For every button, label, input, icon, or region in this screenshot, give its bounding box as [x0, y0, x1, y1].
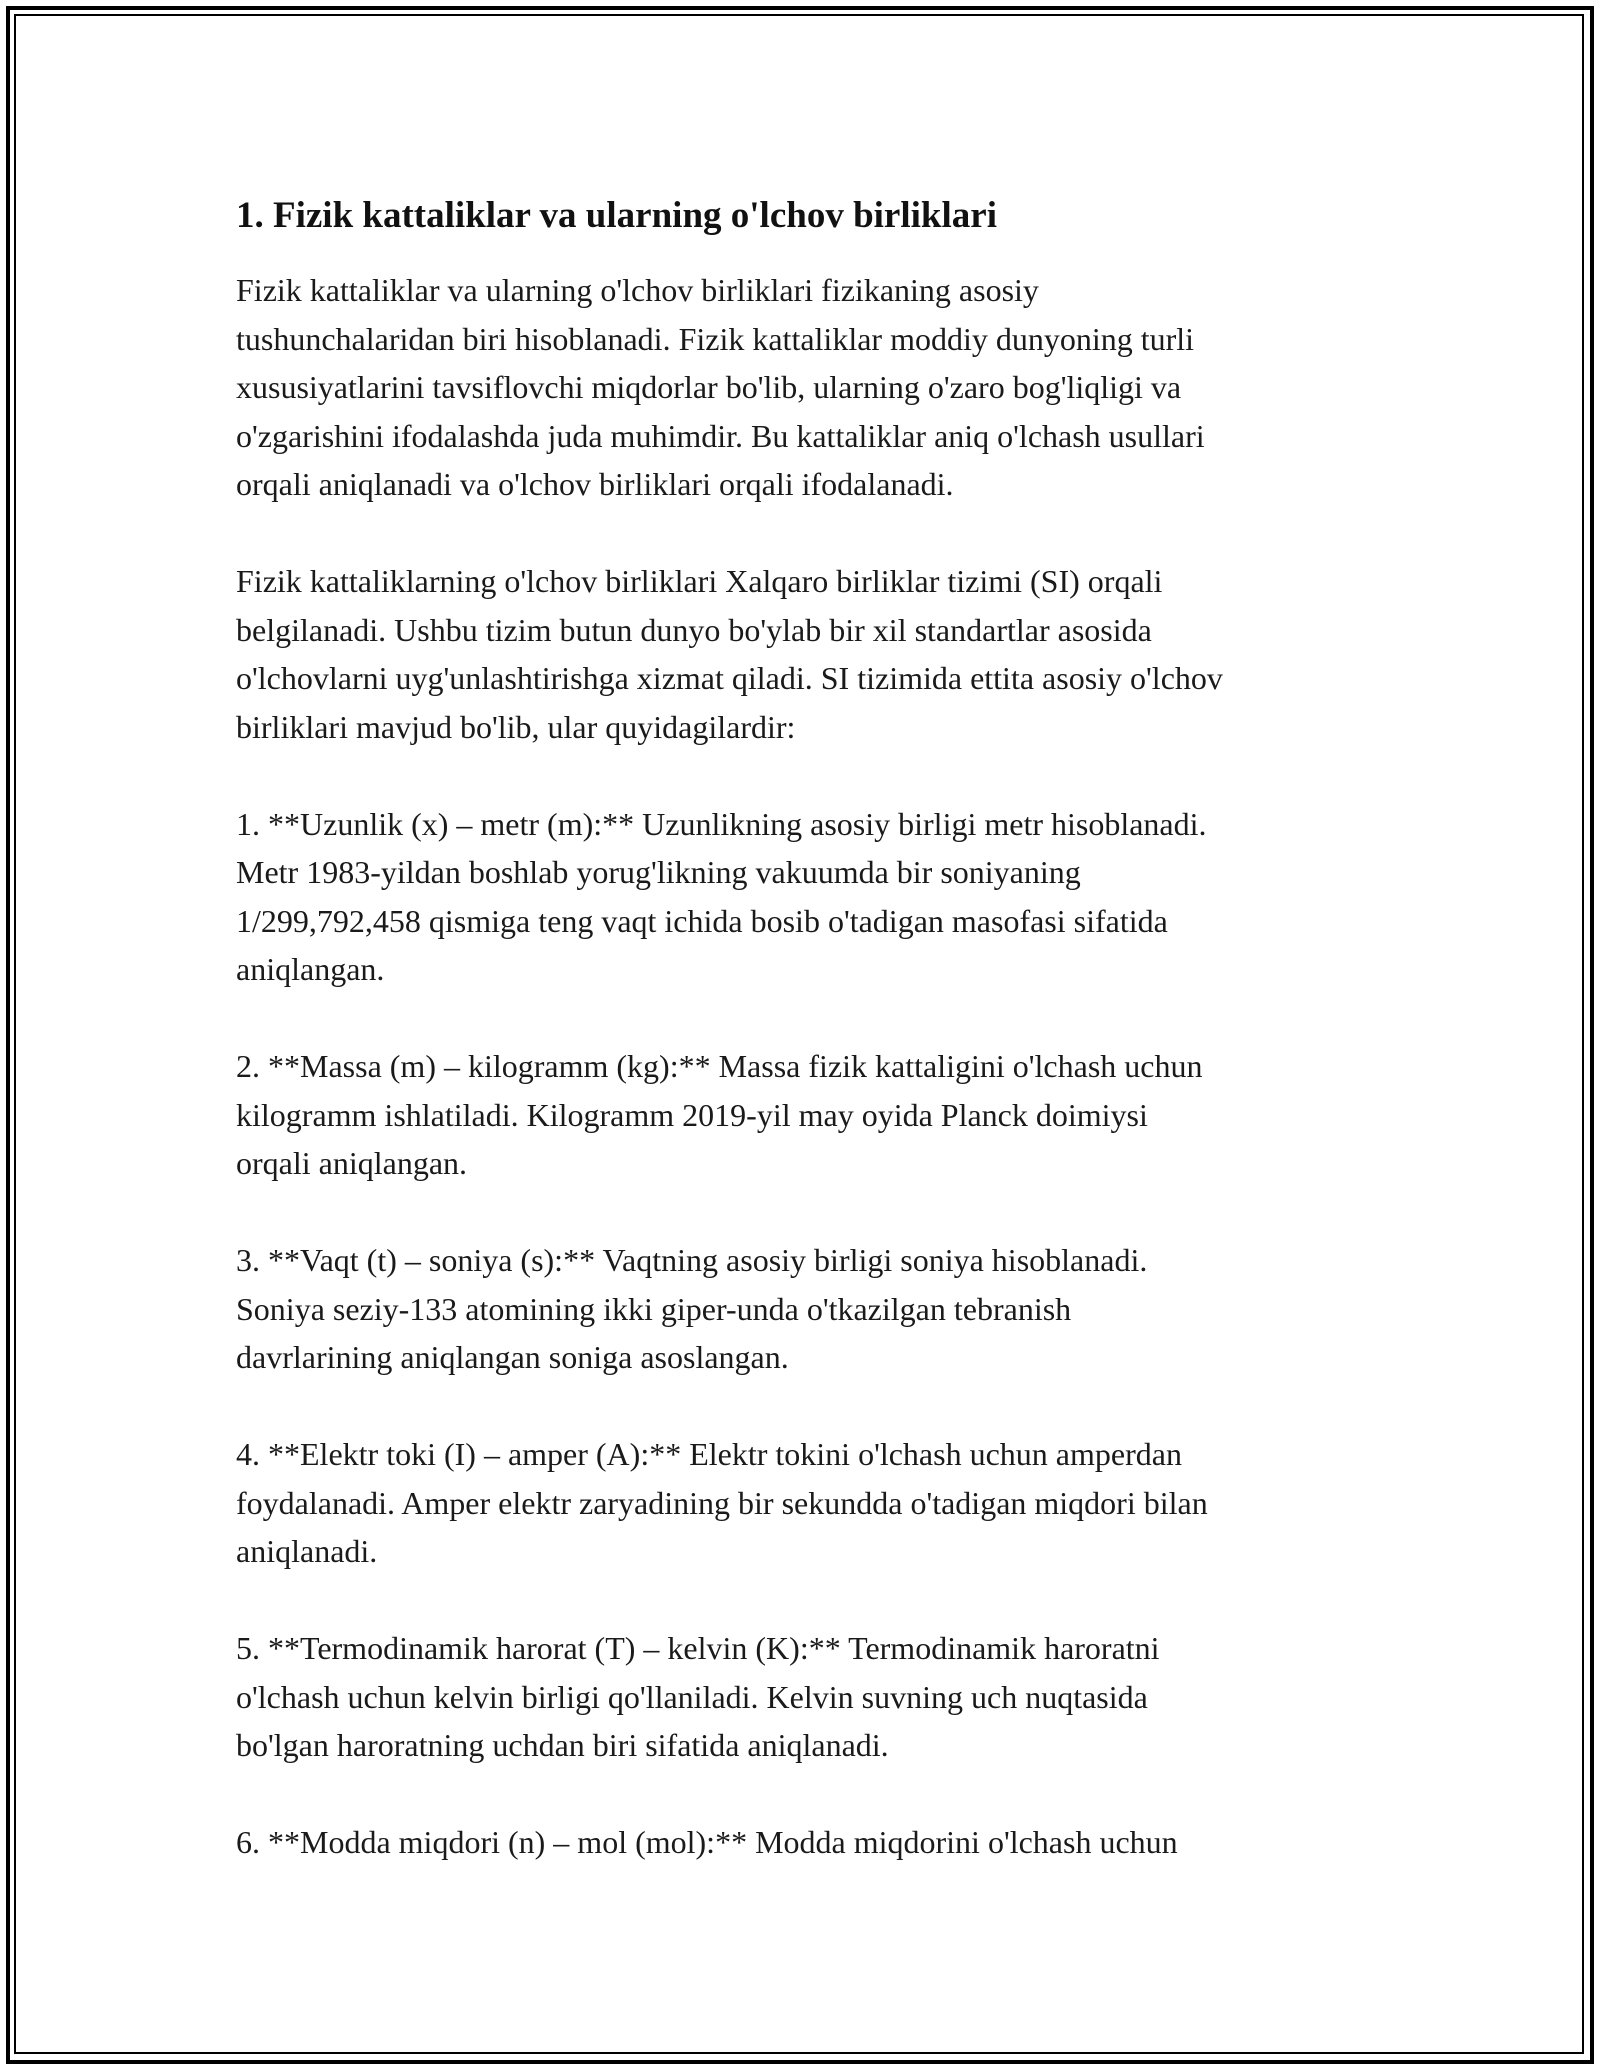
paragraph-spacer — [236, 1770, 1396, 1819]
list-item-temperature: 5. **Termodinamik harorat (T) – kelvin (K):** Termodinamik haroratni o'lchash uchun kelvin birligi qo'llaniladi. Kelvin suvning uch nuqtasida bo'lgan haroratning uchdan biri sifatida aniqlanadi. — [236, 1630, 1160, 1763]
paragraph-spacer — [236, 1382, 1396, 1431]
list-item-length: 1. **Uzunlik (x) – metr (m):** Uzunlikning asosiy birligi metr hisoblanadi. Metr 1983-yildan boshlab yorug'likning vakuumda bir soniyaning 1/299,792,458 qismiga teng vaqt ichida bosib o'tadigan masofasi sifatida aniqlangan. — [236, 805, 1207, 987]
list-item-time: 3. **Vaqt (t) – soniya (s):** Vaqtning asosiy birligi soniya hisoblanadi. Soniya seziy-133 atomining ikki giper-unda o'tkazilgan tebranish davrlarining aniqlangan soniga asoslangan. — [236, 1242, 1148, 1375]
paragraph-spacer — [236, 994, 1396, 1043]
list-item-amount-of-substance: 6. **Modda miqdori (n) – mol (mol):** Modda miqdorini o'lchash uchun — [236, 1824, 1178, 1860]
paragraph-spacer — [236, 751, 1396, 800]
paragraph-spacer — [236, 1576, 1396, 1625]
paragraph-spacer — [236, 1188, 1396, 1237]
document-body — [236, 180, 1396, 1867]
title-spacer — [236, 242, 1396, 266]
paragraph-intro: Fizik kattaliklar va ularning o'lchov birliklari fizikaning asosiy tushunchalaridan biri hisoblanadi. Fizik kattaliklar moddiy dunyoning turli xususiyatlarini tavsiflovchi miqdorlar bo'lib, ularning o'zaro bog'liqligi va o'zgarishini ifodalashda juda muhimdir. Bu kattaliklar aniq o'lchash usullari orqali aniqlanadi va o'lchov birliklari orqali ifodalanadi. — [236, 272, 1205, 502]
list-item-mass: 2. **Massa (m) – kilogramm (kg):** Massa fizik kattaligini o'lchash uchun kilogramm ishlatiladi. Kilogramm 2019-yil may oyida Planck doimiysi orqali aniqlangan. — [236, 1048, 1203, 1181]
paragraph-spacer — [236, 509, 1396, 558]
paragraph-si-system: Fizik kattaliklarning o'lchov birliklari Xalqaro birliklar tizimi (SI) orqali belgilanadi. Ushbu tizim butun dunyo bo'ylab bir xil standartlar asosida o'lchovlarni uyg'unlashtirishga xizmat qiladi. SI tizimida ettita asosiy o'lchov birliklari mavjud bo'lib, ular quyidagilardir: — [236, 563, 1223, 745]
list-item-electric-current: 4. **Elektr toki (I) – amper (A):** Elektr tokini o'lchash uchun amperdan foydalanadi. Amper elektr zaryadining bir sekundda o'tadigan miqdori bilan aniqlanadi. — [236, 1436, 1208, 1569]
page-title: 1. Fizik kattaliklar va ularning o'lchov birliklari — [236, 195, 997, 236]
